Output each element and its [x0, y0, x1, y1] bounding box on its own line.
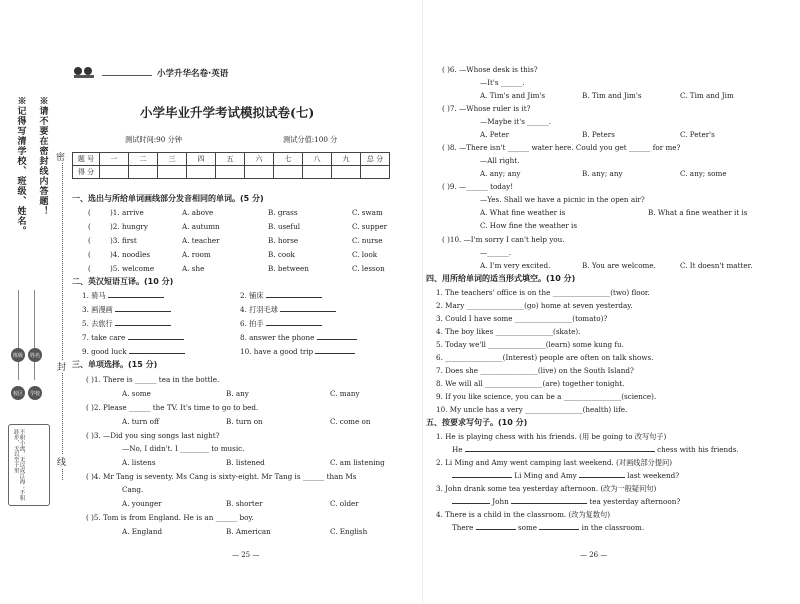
seal-xian: 线: [57, 455, 66, 468]
s2-left-item: [82, 292, 164, 299]
s1-word: )5. welcome: [110, 264, 155, 273]
q6-reply: —It's ______.: [480, 78, 525, 87]
seal-line: [62, 150, 63, 480]
s5-word: chess with his friends.: [657, 445, 739, 454]
class-badge: 班级: [11, 348, 25, 362]
answer-blank[interactable]: [280, 311, 336, 312]
score-head: 四: [187, 153, 216, 166]
s4-item: 8. We will all ________________(are) together tonight.: [436, 379, 625, 388]
s2-text: 3. 画漫画: [82, 305, 113, 314]
s3-q1: ( )1. There is ______ tea in the bottle.: [86, 375, 220, 384]
s1-opt-c: C. nurse: [352, 236, 383, 245]
answer-blank[interactable]: [108, 297, 164, 298]
s1-paren: (: [88, 250, 91, 259]
s2-text: 10. have a good trip: [240, 347, 314, 356]
s4-item: 1. The teachers' office is on the ________________(two) floor.: [436, 288, 650, 297]
page-title: 小学毕业升学考试模拟试卷(七): [140, 105, 315, 120]
score-head: 二: [129, 153, 158, 166]
section4-title: 四、用所给单词的适当形式填空。(10 分): [426, 274, 576, 283]
s2-left-item: [82, 320, 171, 327]
answer-blank[interactable]: [511, 503, 587, 504]
score-cell[interactable]: [274, 166, 303, 179]
answer-blank[interactable]: [266, 297, 322, 298]
s3-q4-b: B. shorter: [226, 499, 263, 508]
s1-opt-b: B. useful: [268, 222, 301, 231]
s3-q5-c: C. English: [330, 527, 368, 536]
answer-blank[interactable]: [476, 529, 516, 530]
s1-paren: (: [88, 264, 91, 273]
score-head: 六: [245, 153, 274, 166]
s1-opt-c: C. swam: [352, 208, 383, 217]
s2-right-item: [240, 292, 322, 299]
answer-blank[interactable]: [115, 311, 171, 312]
q9-c: C. How fine the weather is: [480, 221, 578, 230]
s1-word: )2. hungry: [110, 222, 148, 231]
q6-b: B. Tim and Jim's: [582, 91, 642, 100]
answer-blank[interactable]: [129, 353, 185, 354]
test-score: 测试分值:100 分: [283, 135, 338, 144]
s1-word: )1. arrive: [110, 208, 144, 217]
q9-reply: —Yes. Shall we have a picnic in the open air?: [480, 195, 645, 204]
s1-opt-b: B. cook: [268, 250, 295, 259]
s4-item: 2. Mary ________________(go) home at seven yesterday.: [436, 301, 633, 310]
q10-b: B. You are welcome.: [582, 261, 656, 270]
s5-q2-answer: [452, 472, 679, 479]
s2-right-item: [240, 320, 322, 327]
s3-q3-c: C. am listening: [330, 458, 385, 467]
s2-right-item: [240, 306, 336, 313]
score-cell[interactable]: [187, 166, 216, 179]
series-banner: [72, 64, 292, 80]
q10-c: C. It doesn't matter.: [680, 261, 753, 270]
seal-feng: 封: [57, 360, 66, 373]
answer-blank[interactable]: [266, 325, 322, 326]
score-cell[interactable]: [303, 166, 332, 179]
score-head: 题 号: [73, 153, 100, 166]
class-line: [18, 290, 19, 380]
page-number-left: — 25 —: [232, 551, 260, 559]
q6: ( )6. —Whose desk is this?: [442, 65, 538, 74]
q7-b: B. Peters: [582, 130, 615, 139]
campus-badge: 校区: [11, 386, 25, 400]
score-label: 得 分: [73, 166, 100, 179]
s4-item: 6. ________________(Interest) people are often on talk shows.: [436, 353, 654, 362]
name-badge: 姓名: [28, 348, 42, 362]
answer-blank[interactable]: [465, 451, 655, 452]
series-title: 小学升华名卷·英语: [157, 69, 229, 79]
s2-text: 4. 打羽毛球: [240, 305, 278, 314]
s1-opt-a: A. above: [182, 208, 214, 217]
score-head: 三: [158, 153, 187, 166]
s4-item: 3. Could I have some ________________(tomato)?: [436, 314, 608, 323]
s4-item: 9. If you like science, you can be a ________________(science).: [436, 392, 657, 401]
s2-left-item: [82, 334, 184, 341]
s1-opt-b: B. between: [268, 264, 309, 273]
q6-c: C. Tim and Jim: [680, 91, 734, 100]
s3-q2: ( )2. Please ______ the TV. It's time to go to bed.: [86, 403, 259, 412]
s1-opt-b: B. grass: [268, 208, 298, 217]
s5-word: There: [452, 523, 474, 532]
s2-text: 5. 去旅行: [82, 319, 113, 328]
s3-q4-cont: Cang.: [122, 485, 144, 494]
answer-blank[interactable]: [315, 353, 355, 354]
page-number-right: — 26 —: [580, 551, 608, 559]
score-header-row: [73, 153, 390, 166]
answer-blank[interactable]: [317, 339, 357, 340]
page-fold: [422, 0, 423, 604]
answer-blank[interactable]: [128, 339, 184, 340]
s3-q2-a: A. turn off: [122, 417, 160, 426]
s5-word: tea yesterday afternoon?: [589, 497, 681, 506]
score-cell[interactable]: [361, 166, 390, 179]
score-cell[interactable]: [245, 166, 274, 179]
s1-opt-c: C. lesson: [352, 264, 385, 273]
q6-a: A. Tim's and Jim's: [480, 91, 546, 100]
q10-reply: —______.: [480, 248, 512, 257]
q10: ( )10. —I'm sorry I can't help you.: [442, 235, 565, 244]
s3-q3-a: A. listens: [122, 458, 156, 467]
s1-opt-a: A. room: [182, 250, 211, 259]
q9: ( )9. —______ today!: [442, 182, 514, 191]
mascot-icon: [72, 64, 100, 80]
s5-q3-answer: [452, 498, 680, 505]
notice-text: ※请不要在密封线内答题！: [37, 96, 48, 216]
s5-q1: 1. He is playing chess with his friends. (用 be going to 改写句子): [436, 432, 667, 441]
s5-q1-answer: [452, 446, 739, 453]
score-head: 八: [303, 153, 332, 166]
s2-text: 8. answer the phone: [240, 333, 315, 342]
s1-opt-c: C. look: [352, 250, 378, 259]
q9-a: A. What fine weather is: [480, 208, 566, 217]
answer-blank[interactable]: [579, 477, 625, 478]
s3-q5: ( )5. Tom is from England. He is an ______ boy.: [86, 513, 254, 522]
motto-box: [8, 424, 50, 506]
s1-word: )3. first: [110, 236, 137, 245]
s1-word: )4. noodles: [110, 250, 151, 259]
s4-item: 10. My uncle has a very ________________(health) life.: [436, 405, 628, 414]
s5-word: John: [492, 497, 509, 506]
score-cell[interactable]: [129, 166, 158, 179]
s3-q1-c: C. many: [330, 389, 360, 398]
s3-q4: ( )4. Mr Tang is seventy. Ms Cang is sixty-eight. Mr Tang is ______ than Ms: [86, 472, 357, 481]
s1-opt-c: C. supper: [352, 222, 388, 231]
s1-opt-a: A. autumn: [182, 222, 220, 231]
s1-paren: (: [88, 236, 91, 245]
school-badge: 学校: [28, 386, 42, 400]
answer-blank[interactable]: [452, 503, 490, 504]
q8-b: B. any; any: [582, 169, 623, 178]
seal-mi: 密: [56, 150, 65, 163]
score-head: 七: [274, 153, 303, 166]
answer-blank[interactable]: [452, 477, 512, 478]
q8-a: A. any; any: [480, 169, 521, 178]
s1-opt-a: A. she: [182, 264, 205, 273]
binding-strip: [0, 60, 62, 600]
s2-left-item: [82, 348, 185, 355]
s4-item: 5. Today we'll ________________(learn) some kung fu.: [436, 340, 624, 349]
s3-q2-b: B. turn on: [226, 417, 263, 426]
s3-q3-b: B. listened: [226, 458, 265, 467]
s5-q3: 3. John drank some tea yesterday afternoon. (改为一般疑问句): [436, 484, 657, 493]
section5-title: 五、按要求写句子。(10 分): [426, 418, 528, 427]
s1-opt-b: B. horse: [268, 236, 299, 245]
s5-q2: 2. Li Ming and Amy went camping last weekend. (对画线部分提问): [436, 458, 673, 467]
score-table: [72, 152, 390, 179]
score-head: 九: [332, 153, 361, 166]
s3-q4-c: C. older: [330, 499, 359, 508]
score-head: 五: [216, 153, 245, 166]
section2-title: 二、英汉短语互译。(10 分): [72, 277, 174, 286]
s5-word: last weekend?: [627, 471, 680, 480]
s3-q4-a: A. younger: [122, 499, 162, 508]
s5-word: in the classroom.: [581, 523, 645, 532]
score-cell[interactable]: [216, 166, 245, 179]
s5-word: some: [517, 523, 538, 532]
score-head: 一: [100, 153, 129, 166]
s3-q3-reply: —No, I didn't. I ________ to music.: [122, 444, 245, 453]
s2-right-item: [240, 334, 357, 341]
s3-q5-b: B. American: [226, 527, 271, 536]
q8-reply: —All right.: [480, 156, 520, 165]
section3-title: 三、单项选择。(15 分): [72, 360, 158, 369]
s5-q4: 4. There is a child in the classroom. (改为复数句): [436, 510, 611, 519]
score-head: 总 分: [361, 153, 390, 166]
s5-q4-answer: [452, 524, 644, 531]
q8: ( )8. —There isn't ______ water here. Could you get ______ for me?: [442, 143, 681, 152]
q10-a: A. I'm very excited.: [480, 261, 551, 270]
s2-text: 9. good luck: [82, 347, 127, 356]
s2-text: 6. 拍手: [240, 319, 264, 328]
s1-paren: (: [88, 208, 91, 217]
q8-c: C. any; some: [680, 169, 727, 178]
q7-reply: —Maybe it's ______.: [480, 117, 552, 126]
s4-item: 7. Does she ________________(live) on the South Island?: [436, 366, 634, 375]
s3-q5-a: A. England: [122, 527, 163, 536]
s4-item: 4. The boy likes ________________(skate).: [436, 327, 581, 336]
section1-title: 一、选出与所给单词画线部分发音相同的单词。(5 分): [72, 194, 264, 203]
name-line: [34, 290, 35, 380]
score-cell[interactable]: [100, 166, 129, 179]
test-time: 测试时间:90 分钟: [125, 135, 182, 144]
s2-right-item: [240, 348, 355, 355]
q9-b: B. What a fine weather it is: [648, 208, 748, 217]
motto-text: 不积小流，无以成江海；不积跬步，无以至千里: [12, 429, 25, 501]
answer-blank[interactable]: [115, 325, 171, 326]
s2-left-item: [82, 306, 171, 313]
s5-word: Li Ming and Amy: [514, 471, 577, 480]
s2-text: 7. take care: [82, 333, 126, 342]
q7: ( )7. —Whose ruler is it?: [442, 104, 531, 113]
s3-q3: ( )3. —Did you sing songs last night?: [86, 431, 220, 440]
s1-paren: (: [88, 222, 91, 231]
score-value-row: [73, 166, 390, 179]
s5-word: He: [452, 445, 463, 454]
s3-q2-c: C. come on: [330, 417, 371, 426]
score-cell[interactable]: [332, 166, 361, 179]
score-cell[interactable]: [158, 166, 187, 179]
answer-blank[interactable]: [539, 529, 579, 530]
s1-opt-a: A. teacher: [182, 236, 220, 245]
q7-c: C. Peter's: [680, 130, 715, 139]
s2-text: 2. 铺床: [240, 291, 264, 300]
write-text: ※记得写清学校、班级、姓名。: [15, 96, 26, 236]
s2-text: 1. 骑马: [82, 291, 106, 300]
s3-q1-a: A. some: [122, 389, 151, 398]
q7-a: A. Peter: [480, 130, 510, 139]
s3-q1-b: B. any: [226, 389, 249, 398]
